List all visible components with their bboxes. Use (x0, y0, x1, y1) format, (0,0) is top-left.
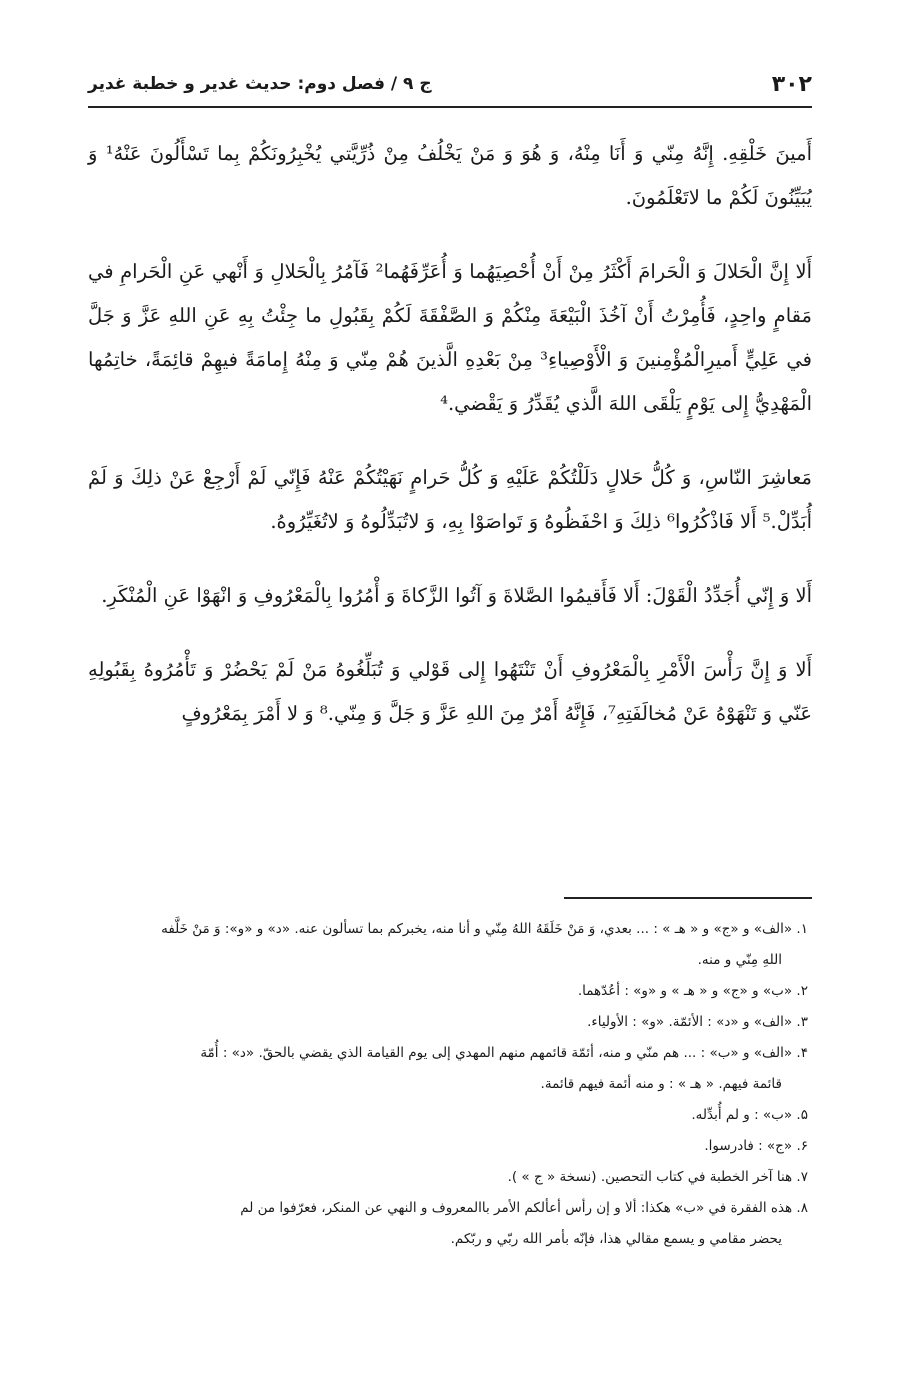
paragraph: أَلا إِنَّ الْحَلالَ وَ الْحَرامَ أَكْثَرُ مِنْ أَنْ أُحْصِيَهُما وَ أُعَرِّفَهُما² فَآمُرُ بِالْحَلالِ وَ أَنْهي عَنِ الْحَرامِ في مَقامٍ واحِدٍ، فَأُمِرْتُ أَنْ آخُذَ الْبَيْعَةَ مِنْكُمْ وَ الصَّفْقَةَ لَكُمْ بِقَبُولِ ما جِئْتُ بِهِ عَنِ اللهِ عَزَّ وَ جَلَّ في عَلِيٍّ أَميرِالْمُؤْمِنينَ وَ الْأَوْصِياءِ³ مِنْ بَعْدِهِ الَّذينَ هُمْ مِنّي وَ مِنْهُ إِمامَةً فيهِمْ قائِمَةً، خاتِمُها الْمَهْدِيُّ إِلى يَوْمٍ يَلْقَى اللهَ الَّذي يُقَدِّرُ وَ يَقْضي.⁴ (88, 260, 812, 415)
paragraph: مَعاشِرَ النّاسِ، وَ كُلُّ حَلالٍ دَلَلْتُكُمْ عَلَيْهِ وَ كُلُّ حَرامٍ نَهَيْتُكُمْ عَنْهُ فَإِنّي لَمْ أَرْجِعْ عَنْ ذلِكَ وَ لَمْ أُبَدِّلْ.⁵ أَلا فَاذْكُرُوا⁶ ذلِكَ وَ احْفَظُوهُ وَ تَواصَوْا بِهِ، وَ لاتُبَدِّلُوهُ وَ لاتُغَيِّرُوهُ. (88, 466, 812, 533)
footnote-text: ۸. هذه الفقرة في «ب» هكذا: ألا و إن رأس أعألكم الأمر باالمعروف و النهي عن المنكر، فعرّفوا من لم (240, 1200, 808, 1216)
footnote (88, 914, 808, 976)
footnote-text: ۶. «ج» : فادرسوا. (704, 1138, 808, 1154)
footnote-text: ۵. «ب» : و لم أُبدِّله. (691, 1107, 808, 1123)
footnote (88, 1007, 808, 1038)
paragraph: أَلا وَ إِنَّ رَأْسَ الْأَمْرِ بِالْمَعْرُوفِ أَنْ تَنْتَهُوا إِلى قَوْلي وَ تُبَلِّغُوهُ مَنْ لَمْ يَحْضُرْ وَ تَأْمُرُوهُ بِقَبُولِهِ عَنّي وَ تَنْهَوْهُ عَنْ مُخالَفَتِهِ⁷، فَإِنَّهُ أَمْرٌ مِنَ اللهِ عَزَّ وَ جَلَّ وَ مِنّي.⁸ وَ لا أَمْرَ بِمَعْرُوفٍ (88, 658, 812, 725)
paragraph: أَلا وَ إِنّي أُجَدِّدُ الْقَوْلَ: أَلا فَأَقيمُوا الصَّلاةَ وَ آتُوا الزَّكاةَ وَ أْمُرُوا بِالْمَعْرُوفِ وَ انْهَوْا عَنِ الْمُنْكَرِ. (101, 584, 812, 607)
footnote-text: اللهِ مِنّي و منه. (697, 952, 782, 968)
footnote (88, 1131, 808, 1162)
footnote-text: يحضر مقامي و يسمع مقالي هذا، فإنّه بأمر الله ربّي و ربّكم. (450, 1231, 782, 1247)
footnote (88, 976, 808, 1007)
footnote-text: ۲. «ب» و «ج» و « هـ » و «و» : أعُدّهما. (577, 983, 808, 999)
page-number: ۳۰۲ (771, 71, 812, 97)
page-header (88, 62, 812, 108)
footnote-divider (564, 897, 812, 899)
footnote (88, 1193, 808, 1255)
footnote (88, 1162, 808, 1193)
paragraph: أَمينَ خَلْقِهِ. إِنَّهُ مِنّي وَ أَنَا مِنْهُ، وَ هُوَ وَ مَنْ يَخْلُفُ مِنْ ذُرِّيَّتي يُخْبِرُونَكُمْ بِما تَسْأَلُونَ عَنْهُ¹ وَ يُبَيِّنُونَ لَكُمْ ما لاتَعْلَمُونَ. (88, 142, 812, 209)
main-text (88, 132, 812, 766)
footnote-text: ۷. هنا آخر الخطبة في كتاب التحصين. (نسخة « ج » ). (507, 1169, 808, 1185)
footnote-text: ۱. «الف» و «ج» و « هـ » : ... بعدي، وَ مَنْ خَلَقَهُ اللهُ مِنّي و أنا منه، يخبركم بما تسألون عنه. «د» و «و»: وَ مَنْ خَلَّفه (161, 921, 808, 937)
footnote-text: ۳. «الف» و «د» : الأئمّة. «و» : الأولياء. (587, 1014, 808, 1030)
footnote-text: قائمة فيهم. « هـ » : و منه أئمة فيهم قائمة. (540, 1076, 782, 1092)
footnotes (88, 914, 808, 1255)
footnote (88, 1100, 808, 1131)
running-title: ج ۹ / فصل دوم: حديث غدير و خطبة غدير (88, 74, 432, 94)
footnote (88, 1038, 808, 1100)
footnote-text: ۴. «الف» و «ب» : ... هم منّي و منه، أئمّة قائمهم منهم المهدي إلى يوم القيامة الذي يقضي بالحقّ. «د» : أُمّة (200, 1045, 808, 1061)
